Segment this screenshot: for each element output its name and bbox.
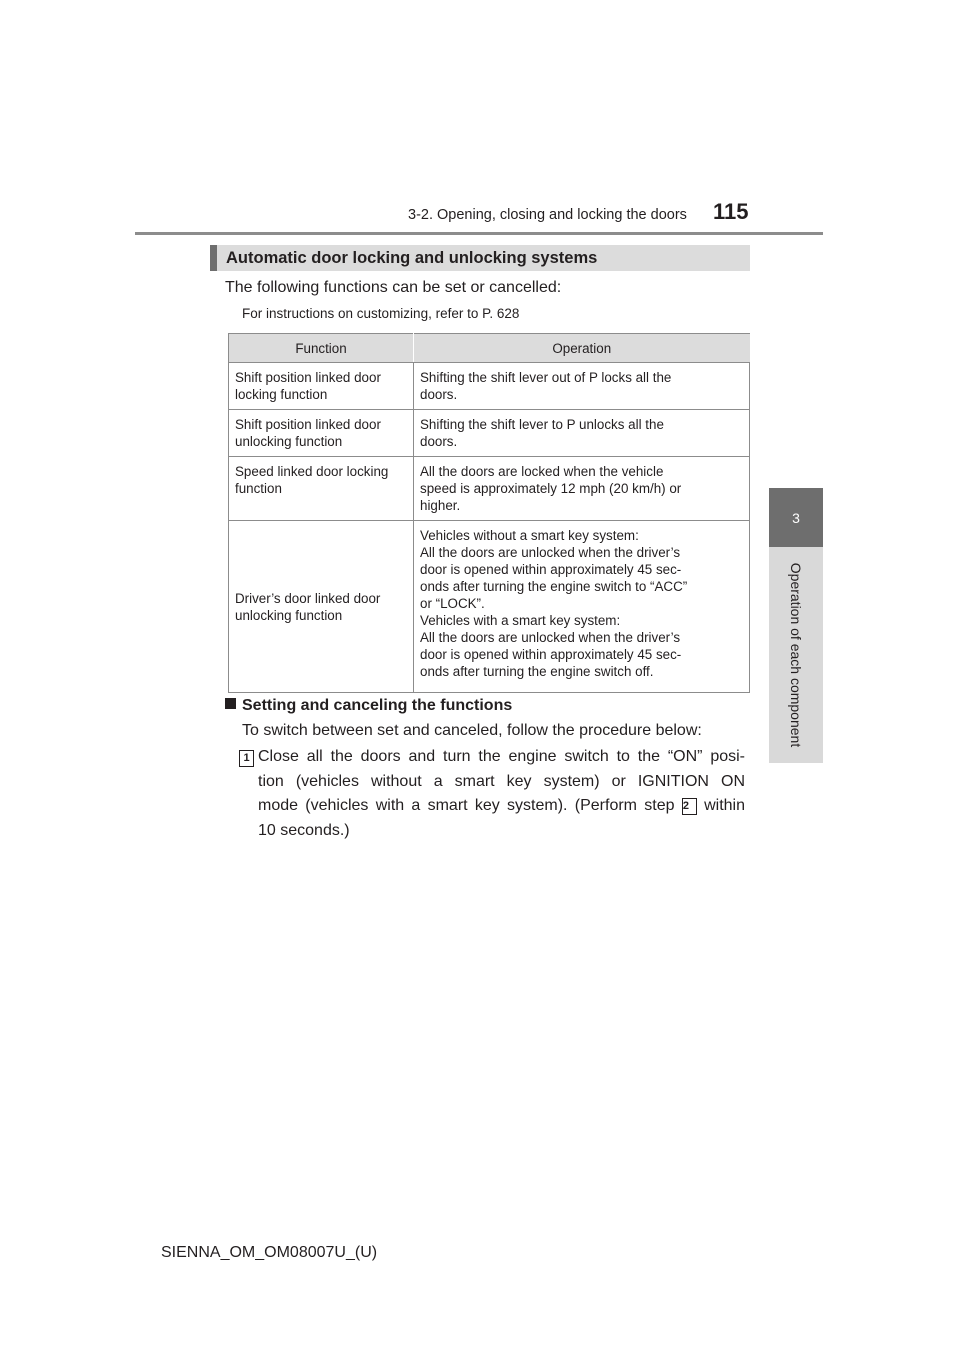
procedure-heading-text: Setting and canceling the functions — [242, 697, 513, 714]
step-line-text: mode (vehicles with a smart key system). (Perform step — [258, 797, 675, 814]
cell-text: door is opened within approximately 45 sec- — [420, 647, 682, 662]
cell-text: All the doors are locked when the vehicle — [420, 464, 664, 479]
table-row — [229, 410, 750, 457]
step-line — [258, 794, 745, 819]
function-cell — [229, 410, 414, 457]
function-cell — [229, 457, 414, 521]
procedure-intro: To switch between set and canceled, follow the procedure below: — [242, 722, 702, 739]
step-line-text: within — [704, 797, 745, 814]
cell-text: Shifting the shift lever out of P locks all the — [420, 370, 672, 385]
cell-text: unlocking function — [235, 434, 343, 449]
table-row — [229, 363, 750, 410]
cell-text: higher. — [420, 498, 461, 513]
cell-text: Shift position linked door — [235, 370, 381, 385]
chapter-number: 3 — [792, 510, 800, 526]
table-row — [229, 457, 750, 521]
cell-text: Shift position linked door — [235, 417, 381, 432]
section-heading: Automatic door locking and unlocking systems — [210, 245, 750, 271]
cell-text: Vehicles without a smart key system: — [420, 528, 639, 543]
chapter-label: Operation of each component — [788, 562, 804, 748]
function-cell — [229, 521, 414, 693]
column-header-function: Function — [229, 334, 414, 363]
cell-text: doors. — [420, 434, 458, 449]
cell-text: function — [235, 481, 282, 496]
step-reference-badge: 2 — [682, 798, 697, 815]
functions-table — [228, 333, 750, 693]
step-line: 10 seconds.) — [258, 821, 350, 839]
cell-text: onds after turning the engine switch to “ACC” — [420, 579, 688, 594]
cell-text: doors. — [420, 387, 458, 402]
page-number: 115 — [713, 199, 749, 224]
column-header-operation: Operation — [414, 334, 750, 363]
step-text — [258, 745, 745, 843]
cell-text: door is opened within approximately 45 sec- — [420, 562, 682, 577]
cell-text: Vehicles with a smart key system: — [420, 613, 621, 628]
operation-cell — [414, 457, 750, 521]
function-cell — [229, 363, 414, 410]
cell-text: speed is approximately 12 mph (20 km/h) or — [420, 481, 682, 496]
cell-text: or “LOCK”. — [420, 596, 485, 611]
table-header-row — [229, 334, 750, 363]
operation-cell — [414, 521, 750, 693]
cell-text: locking function — [235, 387, 328, 402]
cell-text: Shifting the shift lever to P unlocks all the — [420, 417, 664, 432]
step-number-badge: 1 — [239, 750, 254, 767]
customizing-note: For instructions on customizing, refer to P. 628 — [242, 306, 520, 321]
cell-text: All the doors are unlocked when the driver’s — [420, 630, 681, 645]
procedure-heading — [225, 697, 512, 715]
header-divider — [135, 232, 823, 235]
cell-text: onds after turning the engine switch off. — [420, 664, 654, 679]
step-line: tion (vehicles without a smart key system) or IGNITION ON — [258, 772, 745, 790]
document-code: SIENNA_OM_OM08007U_(U) — [161, 1244, 378, 1261]
cell-text: Driver’s door linked door — [235, 590, 381, 606]
cell-text: Speed linked door locking — [235, 464, 389, 479]
cell-text: All the doors are unlocked when the driver’s — [420, 545, 681, 560]
table-row — [229, 521, 750, 693]
section-path: 3-2. Opening, closing and locking the doors — [408, 207, 687, 223]
step-line: Close all the doors and turn the engine switch to the “ON” posi- — [258, 748, 745, 765]
cell-text: unlocking function — [235, 607, 343, 623]
square-bullet-icon — [225, 698, 236, 709]
operation-cell — [414, 363, 750, 410]
section-intro: The following functions can be set or cancelled: — [225, 279, 562, 296]
operation-cell — [414, 410, 750, 457]
